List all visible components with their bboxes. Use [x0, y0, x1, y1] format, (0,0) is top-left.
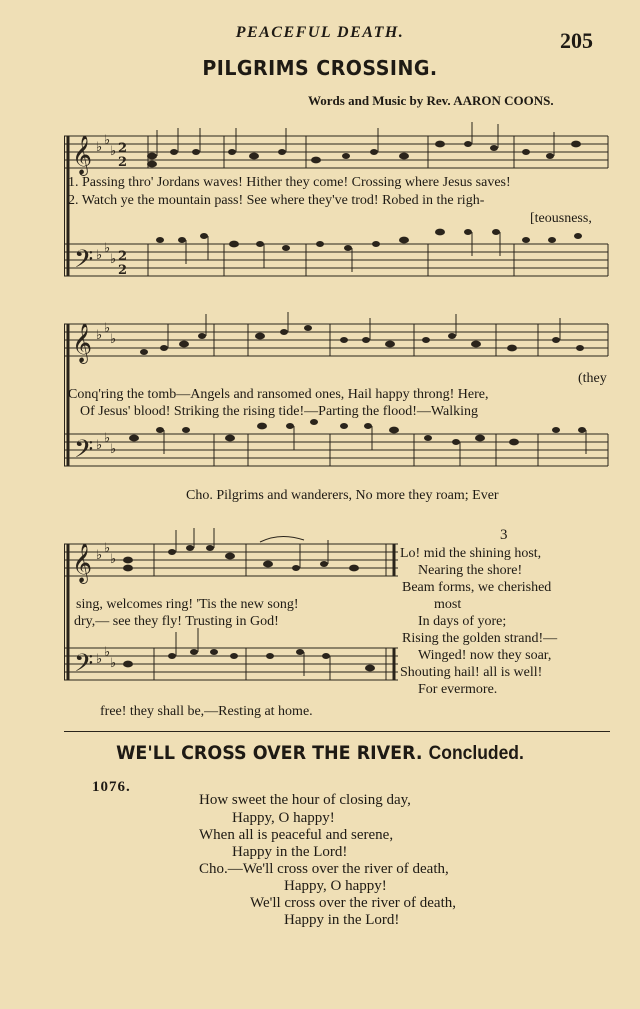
svg-text:2: 2 — [118, 155, 128, 170]
hymn-credit: Words and Music by Rev. AARON COONS. — [308, 93, 554, 108]
lyric-line-chorus: free! they shall be,—Resting at home. — [100, 704, 313, 719]
svg-text:♭: ♭ — [96, 140, 103, 155]
svg-text:♭: ♭ — [110, 656, 117, 671]
svg-text:𝄞: 𝄞 — [72, 323, 93, 363]
hymn2-line: We'll cross over the river of death, — [250, 895, 457, 911]
verse3-line: Shouting hail! all is well! — [400, 665, 543, 680]
verse3-line: Rising the golden strand!— — [402, 631, 558, 646]
svg-text:♭: ♭ — [104, 645, 111, 660]
svg-text:♭: ♭ — [110, 552, 117, 567]
verse3-line: Nearing the shore! — [418, 563, 523, 578]
hymn2-line: Happy in the Lord! — [284, 912, 400, 928]
running-title: PEACEFUL DEATH. — [235, 24, 405, 41]
svg-text:𝄢: 𝄢 — [74, 245, 94, 280]
svg-text:𝄞: 𝄞 — [72, 543, 93, 583]
svg-text:♭: ♭ — [96, 328, 103, 343]
hymn2-line: How sweet the hour of closing day, — [199, 792, 411, 808]
verse3-line: Lo! mid the shining host, — [400, 546, 542, 561]
svg-text:♭: ♭ — [104, 541, 111, 556]
svg-text:2: 2 — [118, 141, 128, 156]
lyric-line-verse2: dry,— see they fly! Trusting in God! — [74, 614, 279, 629]
verse3-line: For evermore. — [418, 682, 498, 697]
hymn2-line: When all is peaceful and serene, — [199, 827, 394, 843]
verse3-line: Beam forms, we cherished — [402, 580, 552, 595]
svg-text:2: 2 — [118, 263, 128, 278]
svg-text:2: 2 — [118, 249, 128, 264]
svg-text:♭: ♭ — [96, 652, 103, 667]
svg-text:♭: ♭ — [104, 431, 111, 446]
page-number: 205 — [560, 28, 593, 53]
hymn2-line: Happy, O happy! — [284, 878, 387, 894]
hymn-number: 1076. — [92, 779, 131, 795]
svg-text:𝄢: 𝄢 — [74, 435, 94, 470]
lyric-line-verse1: Conq'ring the tomb—Angels and ransomed ones, Hail happy throng! Here, — [68, 387, 489, 402]
verse3-line: In days of yore; — [418, 614, 507, 629]
music-staff-system-3 — [64, 528, 404, 698]
hymn2-concluded: Concluded. — [428, 743, 524, 764]
hymn2-line: Happy, O happy! — [232, 810, 335, 826]
hymn2-line: Happy in the Lord! — [232, 844, 348, 860]
verse3-line: Winged! now they soar, — [418, 648, 552, 663]
lyric-continuation: [teousness, — [530, 211, 592, 226]
lyric-they: (they — [578, 371, 607, 386]
lyric-line-verse1: 1. Passing thro' Jordans waves! Hither they come! Crossing where Jesus saves! — [68, 175, 511, 190]
section-divider — [64, 731, 610, 732]
hymn-title: PILGRIMS CROSSING. — [202, 56, 438, 80]
lyric-line-verse1: sing, welcomes ring! 'Tis the new song! — [76, 597, 299, 612]
hymn2-title — [26, 742, 615, 765]
lyric-line-verse2: 2. Watch ye the mountain pass! See where they've trod! Robed in the righ- — [68, 193, 485, 208]
verse3-line: most — [434, 597, 462, 612]
svg-text:♭: ♭ — [96, 248, 103, 263]
svg-text:𝄢: 𝄢 — [74, 649, 94, 684]
svg-text:𝄞: 𝄞 — [72, 135, 93, 175]
svg-text:♭: ♭ — [96, 438, 103, 453]
chorus-line: Cho. Pilgrims and wanderers, No more they roam; Ever — [186, 488, 499, 503]
music-system-3 — [64, 528, 404, 698]
svg-text:♭: ♭ — [110, 144, 117, 159]
svg-text:♭: ♭ — [104, 133, 111, 148]
svg-text:♭: ♭ — [110, 332, 117, 347]
svg-text:♭: ♭ — [110, 252, 117, 267]
verse-number: 3 — [500, 527, 508, 543]
svg-text:♭: ♭ — [96, 548, 103, 563]
svg-text:♭: ♭ — [110, 442, 117, 457]
lyric-line-verse2: Of Jesus' blood! Striking the rising tide!—Parting the flood!—Walking — [80, 404, 479, 419]
hymn2-title-text: WE'LL CROSS OVER THE RIVER. — [116, 742, 423, 764]
hymn2-chorus-line: Cho.—We'll cross over the river of death, — [199, 861, 449, 877]
svg-text:♭: ♭ — [104, 241, 111, 256]
svg-text:♭: ♭ — [104, 321, 111, 336]
